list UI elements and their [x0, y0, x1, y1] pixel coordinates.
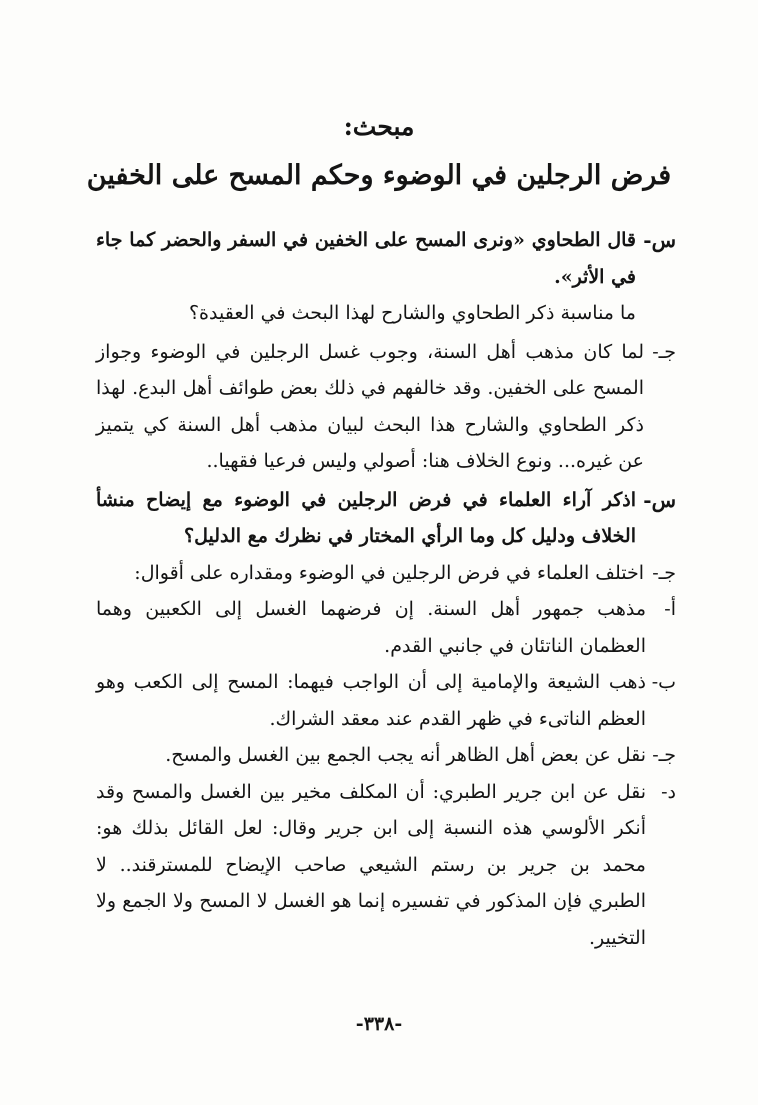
chapter-title: فرض الرجلين في الوضوء وحكم المسح على الخفين: [86, 160, 672, 191]
list-item-marker: ب-: [651, 671, 676, 693]
question-text: قال الطحاوي «ونرى المسح على الخفين في السفر والحضر كما جاء في الأثر».: [96, 229, 636, 288]
answer-1: [96, 334, 676, 480]
list-item-marker: جـ-: [652, 744, 676, 766]
list-item-text: ذهب الشيعة والإمامية إلى أن الواجب فيهما: المسح إلى الكعب وهو العظم الناتىء في ظهر القدم عند معقد الشراك.: [96, 671, 646, 730]
answer-marker: جـ-: [652, 561, 676, 584]
list-item: [96, 737, 676, 774]
answer-2: [96, 555, 676, 592]
question-text: اذكر آراء العلماء في فرض الرجلين في الوضوء مع إيضاح منشأ الخلاف ودليل كل وما الرأي المختار في نظرك مع الدليل؟: [96, 488, 636, 547]
list-item-text: نقل عن ابن جرير الطبري: أن المكلف مخير بين الغسل والمسح وقد أنكر الألوسي هذه النسبة إلى ابن جرير وقال: لعل القائل بذلك هو: محمد بن جرير بن رستم الشيعي صاحب الإيضاح للمسترقند.. لا الطبري فإن المذكور في تفسيره إنما هو الغسل لا المسح ولا الجمع ولا التخيير.: [96, 780, 646, 949]
question-1: [96, 222, 676, 295]
list-item: [96, 591, 676, 664]
question-2: [96, 482, 676, 555]
section-label: مبحث:: [343, 112, 415, 141]
page-number: -٣٣٨-: [355, 1013, 403, 1035]
list-item: [96, 774, 676, 957]
question-marker: س-: [643, 487, 676, 512]
answer-text: اختلف العلماء في فرض الرجلين في الوضوء ومقداره على أقوال:: [134, 561, 644, 584]
list-item-text: مذهب جمهور أهل السنة. إن فرضهما الغسل إلى الكعبين وهما العظمان الناتئان في جانبي القدم.: [96, 598, 646, 657]
answer-text: لما كان مذهب أهل السنة، وجوب غسل الرجلين في الوضوء وجواز المسح على الخفين. وقد خالفهم في ذلك بعض طوائف أهل البدع. لهذا ذكر الطحاوي والشارح هذا البحث لبيان مذهب أهل السنة كي يتميز عن غيره... ونوع الخلاف هنا: أصولي وليس فرعيا فقهيا..: [96, 340, 644, 472]
list-item-marker: د-: [661, 780, 676, 803]
list-item-text: نقل عن بعض أهل الظاهر أنه يجب الجمع بين الغسل والمسح.: [165, 744, 646, 766]
page-content: [96, 222, 676, 956]
answer-marker: جـ-: [652, 340, 676, 363]
question-marker: س-: [643, 228, 676, 252]
list-item-marker: أ-: [664, 598, 676, 620]
list-item: [96, 664, 676, 737]
question-1-followup: ما مناسبة ذكر الطحاوي والشارح لهذا البحث في العقيدة؟: [188, 302, 636, 324]
